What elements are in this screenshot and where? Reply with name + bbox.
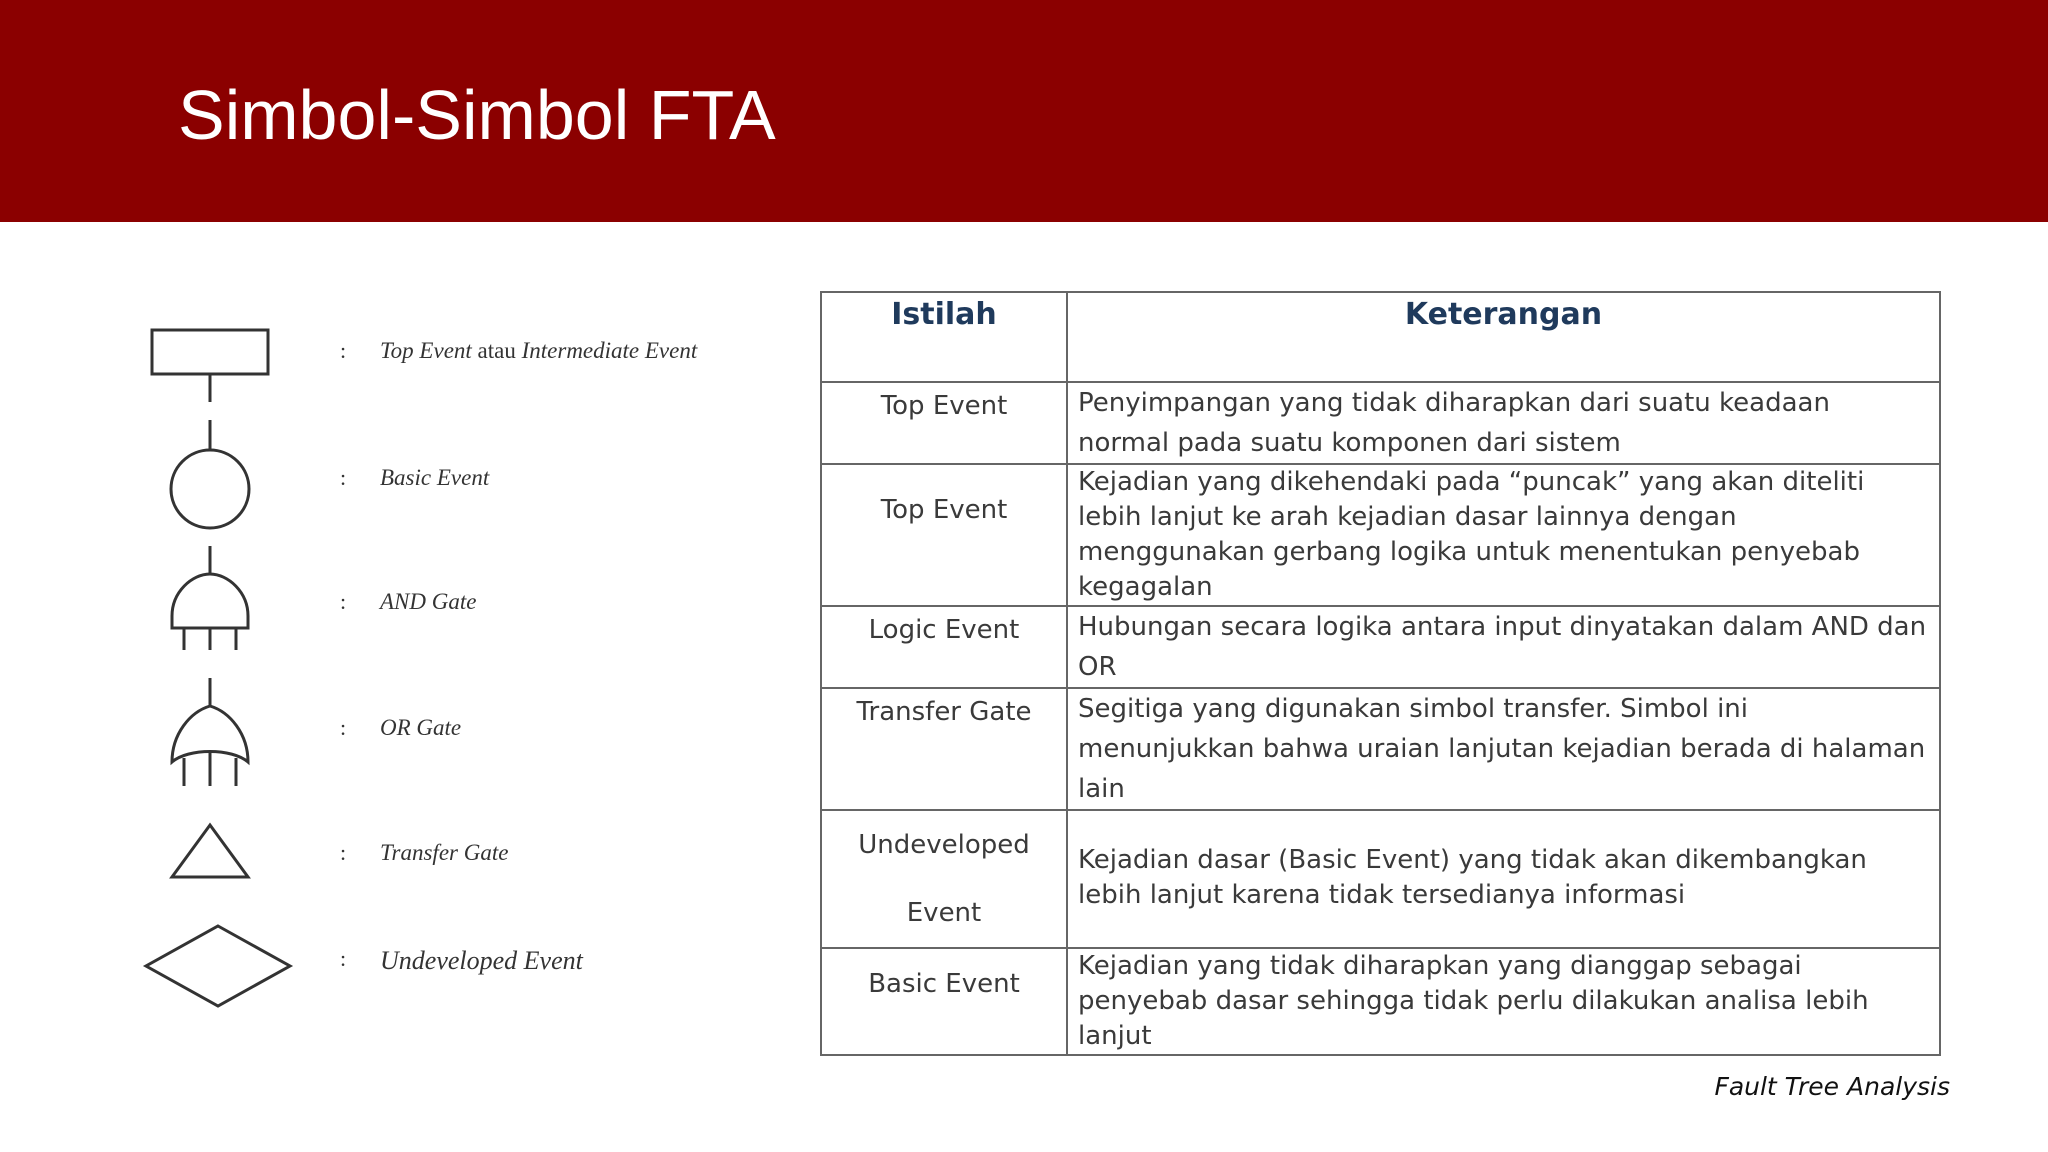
legend-label: Undeveloped Event	[380, 946, 583, 975]
or-gate-icon	[168, 678, 254, 788]
symbol-legend	[0, 0, 800, 1152]
term-cell: Basic Event	[821, 948, 1067, 1055]
table-row	[821, 810, 1940, 948]
term-cell: Transfer Gate	[821, 688, 1067, 810]
legend-label	[380, 338, 697, 364]
slide-title: Simbol-Simbol FTA	[178, 76, 776, 154]
legend-label-part: atau	[471, 338, 522, 363]
table-header-row	[821, 292, 1940, 382]
legend-label: Transfer Gate	[380, 840, 509, 865]
table-row	[821, 688, 1940, 810]
description-cell: Penyimpangan yang tidak diharapkan dari suatu keadaan normal pada suatu komponen dari sistem	[1067, 382, 1940, 464]
legend-label-part: Top Event	[380, 338, 472, 363]
legend-label: Basic Event	[380, 465, 490, 490]
legend-colon: :	[340, 465, 347, 490]
legend-colon: :	[340, 338, 347, 363]
table-row	[821, 464, 1940, 606]
term-line: Undeveloped	[858, 830, 1030, 860]
legend-colon: :	[340, 715, 347, 740]
term-cell: Top Event	[821, 382, 1067, 464]
table-row	[821, 382, 1940, 464]
column-header-keterangan: Keterangan	[1067, 292, 1940, 382]
legend-label: AND Gate	[380, 589, 477, 614]
table-row	[821, 948, 1940, 1055]
description-cell: Segitiga yang digunakan simbol transfer. Simbol ini menunjukkan bahwa uraian lanjutan kejadian berada di halaman lain	[1067, 688, 1940, 810]
terms-table	[820, 291, 1941, 1056]
term-cell: Logic Event	[821, 606, 1067, 688]
term-line: Event	[906, 898, 982, 928]
description-cell: Hubungan secara logika antara input dinyatakan dalam AND dan OR	[1067, 606, 1940, 688]
diamond-symbol-icon	[142, 924, 294, 1008]
circle-symbol-icon	[168, 420, 254, 530]
description-cell: Kejadian dasar (Basic Event) yang tidak akan dikembangkan lebih lanjut karena tidak tersedianya informasi	[1067, 810, 1940, 948]
rectangle-symbol-icon	[150, 328, 272, 402]
legend-colon: :	[340, 946, 347, 971]
legend-label: OR Gate	[380, 715, 462, 740]
table-row	[821, 606, 1940, 688]
column-header-istilah: Istilah	[821, 292, 1067, 382]
and-gate-icon	[168, 546, 254, 652]
triangle-symbol-icon	[168, 822, 252, 880]
legend-label-part: Intermediate Event	[521, 338, 698, 363]
legend-colon: :	[340, 589, 347, 614]
legend-colon: :	[340, 840, 347, 865]
term-cell: Top Event	[821, 464, 1067, 606]
footer-caption: Fault Tree Analysis	[1714, 1072, 1950, 1101]
description-cell: Kejadian yang tidak diharapkan yang dianggap sebagai penyebab dasar sehingga tidak perlu dilakukan analisa lebih lanjut	[1067, 948, 1940, 1055]
term-cell	[821, 810, 1067, 948]
description-cell: Kejadian yang dikehendaki pada “puncak” yang akan diteliti lebih lanjut ke arah kejadian dasar lainnya dengan menggunakan gerbang logika untuk menentukan penyebab kegagalan	[1067, 464, 1940, 606]
